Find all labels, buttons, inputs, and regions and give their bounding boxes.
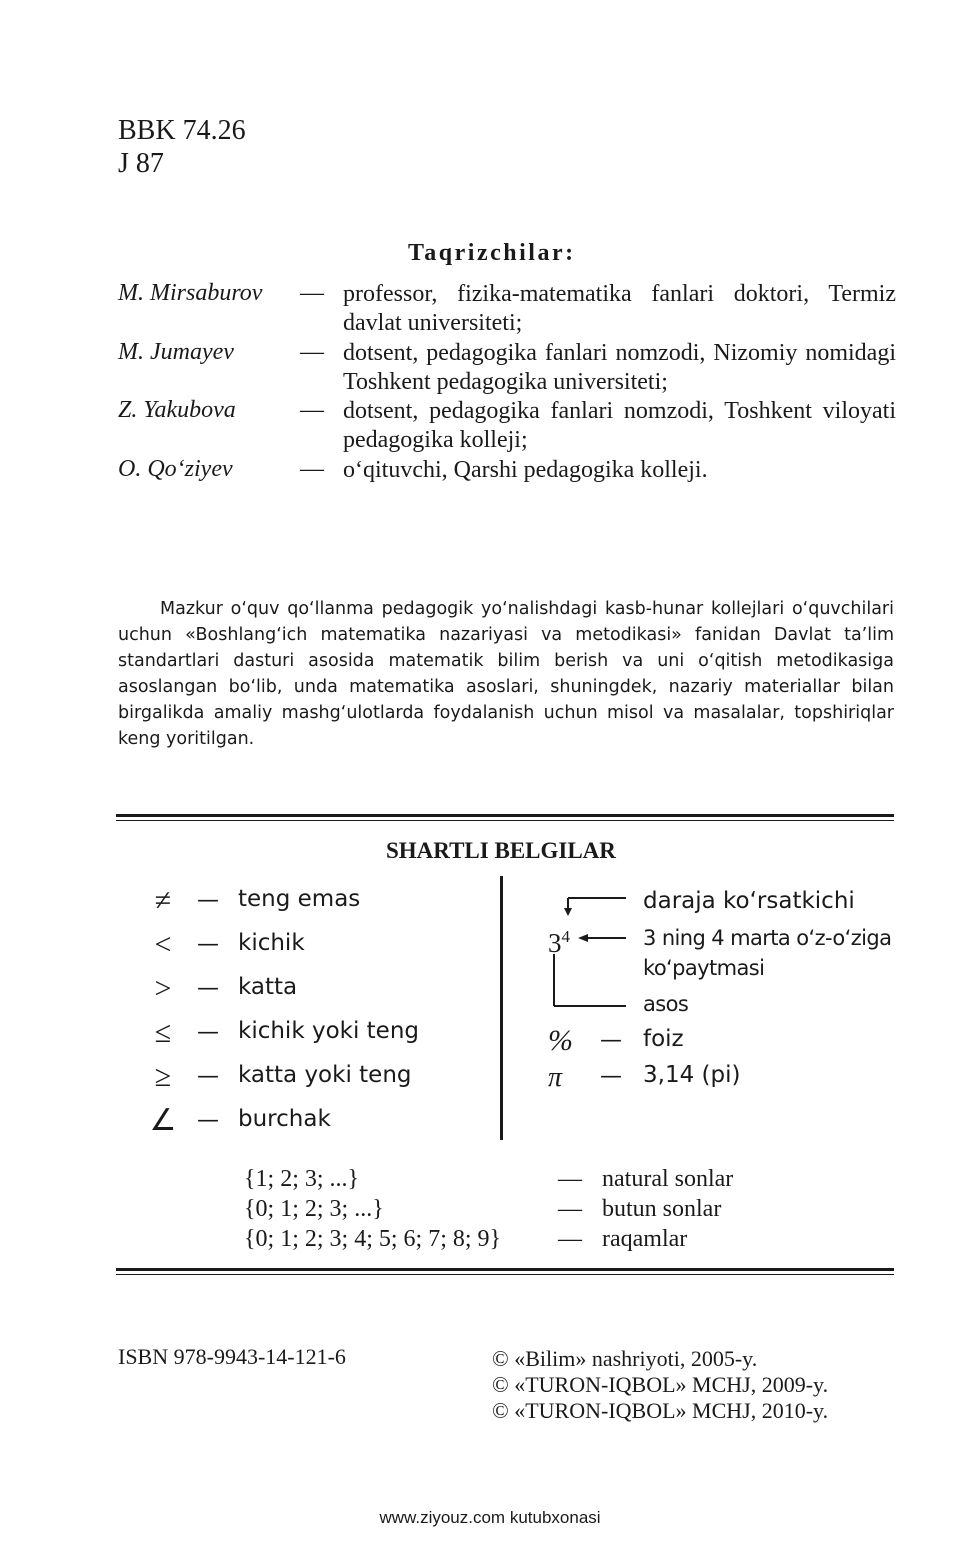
percent-symbol: %	[548, 1024, 573, 1057]
greater-than-symbol: >	[154, 972, 172, 1005]
bbk-block	[118, 114, 246, 180]
legend-label: 3,14 (pi)	[643, 1062, 741, 1088]
power-base: 3	[548, 928, 562, 958]
not-equal-symbol: ≠	[154, 884, 172, 917]
power-meaning-line2: ko‘paytmasi	[643, 956, 765, 980]
set-label: butun sonlar	[602, 1196, 722, 1222]
set-integers: {0; 1; 2; 3; ...}	[244, 1196, 384, 1222]
legend-dash: —	[600, 1064, 622, 1089]
legend-dash: —	[558, 1226, 582, 1252]
annotation-paragraph: Mazkur o‘quv qo‘llanma pedagogik yo‘nalishdagi kasb-hunar kollejlari o‘quvchilari uchun «Boshlang‘ich matematika nazariyasi va metodikasi» fanidan Davlat ta’lim standartlari dasturi asosida matematik bilim berish va uni o‘qitish metodikasiga asoslangan bo‘lib, unda matematika asoslari, shuningdek, nazariy materiallar bilan birgalikda amaliy mashg‘ulotlarda foydalanish uchun misol va masalalar, topshiriqlar keng yoritilgan.	[118, 599, 894, 749]
legend-dash: —	[600, 1028, 622, 1053]
copyright-line: © «TURON-IQBOL» MCHJ, 2009-y.	[492, 1372, 829, 1397]
legend-label: katta	[238, 974, 298, 1000]
copyright-line: © «TURON-IQBOL» MCHJ, 2010-y.	[492, 1398, 829, 1423]
reviewer-description: dotsent, pedagogika fanlari nomzodi, Nizomiy nomidagi Toshkent pedagogika universiteti;	[343, 340, 896, 395]
set-label: raqamlar	[602, 1226, 688, 1252]
pi-symbol: π	[548, 1062, 563, 1093]
reviewer-description: o‘qituvchi, Qarshi pedagogika kolleji.	[343, 457, 708, 483]
base-label: asos	[643, 992, 689, 1016]
less-or-equal-symbol: ≤	[154, 1016, 172, 1049]
set-label: natural sonlar	[602, 1166, 734, 1192]
legend-dash: —	[197, 1108, 219, 1133]
legend-dash: —	[197, 976, 219, 1001]
copyright-line: © «Bilim» nashriyoti, 2005-y.	[492, 1346, 758, 1371]
footer-watermark: www.ziyouz.com kutubxonasi	[379, 1508, 601, 1527]
greater-or-equal-symbol: ≥	[154, 1060, 172, 1093]
legend-dash: —	[197, 888, 219, 913]
reviewer-dash: —	[300, 339, 324, 365]
legend-bottom-rule	[116, 1268, 894, 1275]
reviewer-name: Z. Yakubova	[118, 397, 236, 423]
legend-label: katta yoki teng	[238, 1062, 412, 1088]
set-digits: {0; 1; 2; 3; 4; 5; 6; 7; 8; 9}	[244, 1226, 502, 1252]
reviewer-dash: —	[300, 280, 324, 306]
reviewer-description: dotsent, pedagogika fanlari nomzodi, Toshkent viloyati pedagogika kolleji;	[343, 398, 896, 453]
reviewer-name: M. Jumayev	[118, 339, 234, 365]
bbk-code: BBK 74.26	[118, 115, 246, 146]
power-meaning-line1: 3 ning 4 marta o‘z-o‘ziga	[643, 926, 892, 950]
reviewer-dash: —	[300, 397, 324, 423]
reviewer-name: M. Mirsaburov	[118, 280, 263, 306]
author-mark: J 87	[118, 148, 164, 179]
legend-label: kichik	[238, 930, 305, 956]
less-than-symbol: <	[154, 928, 172, 961]
power-exponent: 4	[561, 927, 570, 946]
legend-label: foiz	[643, 1026, 684, 1052]
legend-label: burchak	[238, 1106, 331, 1132]
legend-dash: —	[197, 1064, 219, 1089]
angle-symbol: ∠	[149, 1104, 177, 1137]
legend-label: kichik yoki teng	[238, 1018, 420, 1044]
power-expression	[548, 922, 570, 958]
reviewer-description: professor, fizika-matematika fanlari doktori, Termiz davlat universiteti;	[343, 281, 896, 336]
legend-dash: —	[197, 1020, 219, 1045]
reviewer-name: O. Qo‘ziyev	[118, 456, 233, 482]
isbn: ISBN 978-9943-14-121-6	[118, 1344, 346, 1369]
legend-dash: —	[558, 1166, 582, 1192]
reviewers-title: Taqrizchilar:	[408, 240, 576, 266]
reviewer-dash: —	[300, 456, 324, 482]
legend-title: SHARTLI BELGILAR	[386, 838, 616, 863]
legend-divider	[500, 876, 503, 1140]
legend-label: teng emas	[238, 886, 361, 912]
exponent-label: daraja ko‘rsatkichi	[643, 888, 855, 914]
legend-top-rule	[116, 814, 894, 821]
legend-dash: —	[197, 932, 219, 957]
legend-dash: —	[558, 1196, 582, 1222]
set-natural: {1; 2; 3; ...}	[244, 1166, 360, 1192]
